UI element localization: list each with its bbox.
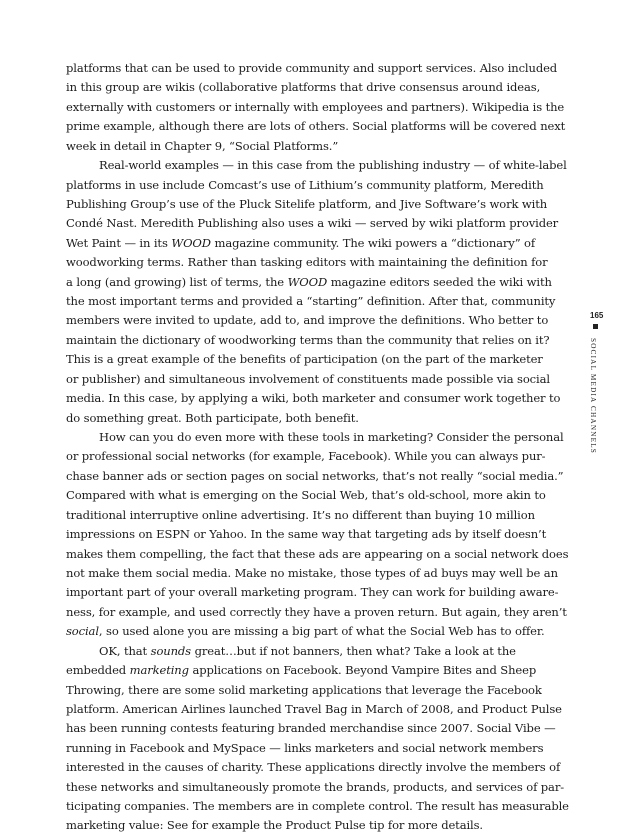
text-line: not make them social media. Make no mistake, those types of ad buys may well be an [66,565,558,580]
text-line: How can you do even more with these tools in marketing? Consider the personal [99,430,564,445]
text-line: the most important terms and provided a “starting” definition. After that, community [66,294,556,309]
text-line [66,273,552,292]
text-line: has been running contests featuring branded merchandise since 2007. Social Vibe — [66,721,556,736]
text-line: traditional interruptive online advertising. It’s no different than buying 10 million [66,507,535,522]
text-line: Compared with what is emerging on the Social Web, that’s old-school, more akin to [66,488,546,503]
text-line: in this group are wikis (collaborative platforms that drive consensus around ideas, [66,80,541,95]
text-line: or publisher) and simultaneous involvement of constituents made possible via social [66,371,550,386]
text-line: ness, for example, and used correctly they have a proven return. But again, they aren’t [66,604,567,619]
text-run: a long (and growing) list of terms, the [66,274,284,289]
text-line: Condé Nast. Meredith Publishing also uses a wiki — served by wiki platform provider [66,216,559,231]
text-line: platforms in use include Comcast’s use of Lithium’s community platform, Meredith [66,177,544,192]
text-run: magazine community. The wiki powers a “dictionary” of [214,235,536,250]
text-run: embedded [66,663,127,678]
magazine-title: WOOD [287,274,328,289]
text-line: members were invited to update, add to, and improve the definitions. Who better to [66,313,549,328]
text-line: or professional social networks (for example, Facebook). While you can always pur- [66,449,546,464]
text-line [66,622,545,641]
text-line: ticipating companies. The members are in complete control. The result has measurable [66,799,569,814]
text-line: chase banner ads or section pages on social networks, that’s not really “social media.” [66,468,564,483]
text-line: platform. American Airlines launched Travel Bag in March of 2008, and Product Pulse [66,701,562,716]
text-run: magazine editors seeded the wiki with [330,274,552,289]
emphasis: sounds [150,643,191,658]
text-run: , so used alone you are missing a big part of what the Social Web has to offer. [98,624,545,639]
text-run: OK, that [99,643,148,658]
square-marker-icon [593,324,598,329]
text-line: makes them compelling, the fact that these ads are appearing on a social network does [66,546,569,561]
magazine-title: WOOD [171,235,211,250]
text-run: great…but if not banners, then what? Take a look at the [194,643,516,658]
text-line: Throwing, there are some solid marketing applications that leverage the Facebook [66,682,542,697]
text-line: Real-world examples — in this case from the publishing industry — of white-label [99,158,567,173]
text-line: running in Facebook and MySpace — links marketers and social network members [66,740,544,755]
text-line: maintain the dictionary of woodworking terms than the community that relies on it? [66,332,550,347]
running-head: SOCIAL MEDIA CHANNELS [589,338,597,454]
text-line: important part of your overall marketing program. They can work for building aware- [66,585,559,600]
text-line: prime example, although there are lots of others. Social platforms will be covered next [66,119,566,134]
text-line: impressions on ESPN or Yahoo. In the same way that targeting ads by itself doesn’t [66,527,547,542]
text-line: woodworking terms. Rather than tasking editors with maintaining the definition for [66,255,548,270]
text-line: Publishing Group’s use of the Pluck Sitelife platform, and Jive Software’s work with [66,196,548,211]
text-line: these networks and simultaneously promote the brands, products, and services of par- [66,779,565,794]
text-run: applications on Facebook. Beyond Vampire Bites and Sheep [192,663,537,678]
text-line: interested in the causes of charity. These applications directly involve the members of [66,760,561,775]
text-line: externally with customers or internally with employees and partners). Wikipedia is the [66,99,565,114]
text-run: Wet Paint — in its [66,235,168,250]
text-line [66,661,537,680]
emphasis: social [66,624,99,639]
text-line [66,642,516,661]
text-line: media. In this case, by applying a wiki, both marketer and consumer work together to [66,391,561,406]
text-line [66,234,536,253]
text-line: platforms that can be used to provide community and support services. Also included [66,61,558,75]
text-line: week in detail in Chapter 9, “Social Platforms.” [66,138,339,153]
emphasis: marketing [129,663,189,678]
text-line: marketing value: See for example the Product Pulse tip for more details. [66,818,483,833]
body-text [66,59,569,836]
text-line: do something great. Both participate, both benefit. [66,410,359,425]
text-line: This is a great example of the benefits of participation (on the part of the marketer [66,352,543,367]
page-number: 165 [590,311,604,320]
